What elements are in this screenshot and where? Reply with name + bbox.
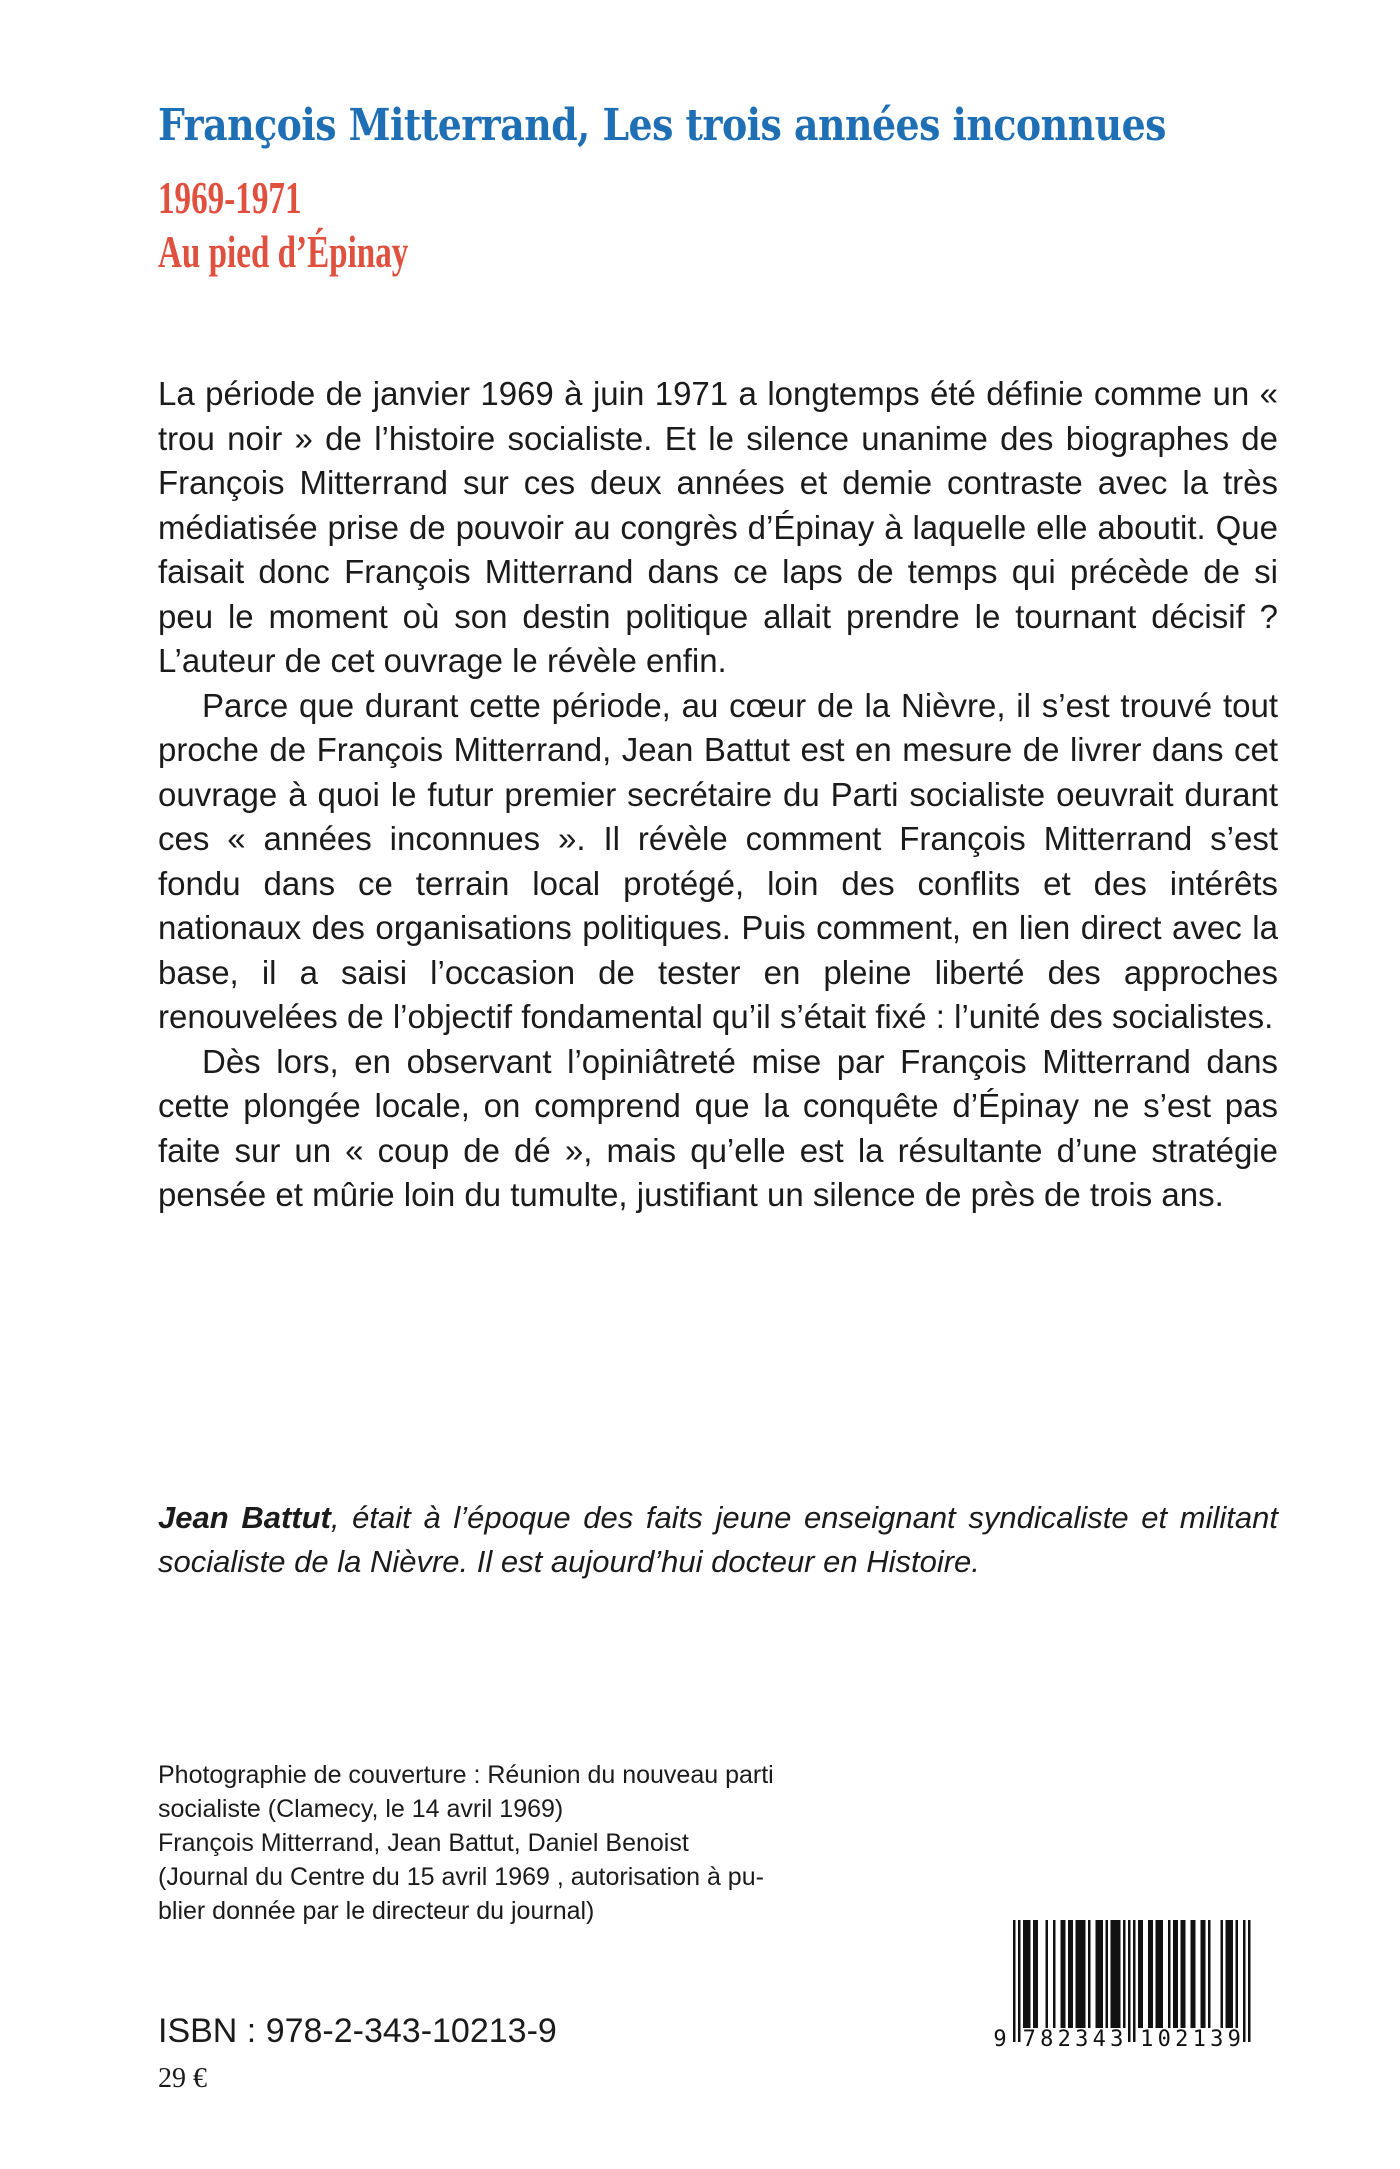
photo-credits — [158, 1758, 798, 1928]
svg-text:3: 3 — [1110, 2027, 1124, 2050]
credits-line-4: (Journal du Centre du 15 avril 1969 , autorisation à pu- — [158, 1863, 764, 1891]
svg-text:2: 2 — [1175, 2027, 1189, 2050]
blurb-paragraph-2: Parce que durant cette période, au cœur de la Nièvre, il s’est trouvé tout proche de François Mitterrand, Jean Battut est en mesure de livrer dans cet ouvrage à quoi le futur premier secrétaire du Parti socialiste oeuvrait durant ces « années inconnues ». Il révèle comment François Mitterrand s’est fondu dans ce terrain local protégé, loin des conflits et des intérêts nationaux des organisations politiques. Puis comment, en lien direct avec la base, il a saisi l’occasion de tester en pleine liberté des approches renouvelées de l’objectif fondamental qu’il s’était fixé : l’unité des socialistes. — [158, 686, 1278, 1035]
book-subtitle: Au pied d’Épinay — [158, 226, 409, 277]
svg-text:8: 8 — [1040, 2027, 1054, 2050]
svg-text:2: 2 — [1057, 2027, 1071, 2050]
credits-line-3: François Mitterrand, Jean Battut, Daniel Benoist — [158, 1829, 689, 1857]
author-name: Jean Battut — [158, 1500, 331, 1535]
svg-text:9: 9 — [993, 2027, 1007, 2050]
svg-text:4: 4 — [1092, 2027, 1106, 2050]
credits-line-1: Photographie de couverture : Réunion du nouveau parti — [158, 1761, 774, 1789]
svg-text:0: 0 — [1157, 2027, 1171, 2050]
svg-text:3: 3 — [1075, 2027, 1089, 2050]
price: 29 € — [158, 2063, 207, 2094]
svg-text:7: 7 — [1022, 2027, 1036, 2050]
credits-line-5: blier donnée par le directeur du journal) — [158, 1897, 595, 1925]
svg-text:3: 3 — [1210, 2027, 1224, 2050]
author-bio-text: , était à l’époque des faits jeune enseignant syndicaliste et militant socialiste de la Nièvre. Il est aujourd’hui docteur en Histoire. — [158, 1500, 1278, 1579]
svg-text:1: 1 — [1140, 2027, 1154, 2050]
isbn: ISBN : 978-2-343-10213-9 — [158, 2012, 557, 2050]
barcode-icon — [990, 1918, 1260, 2050]
barcode — [990, 1918, 1260, 2050]
author-bio — [158, 1496, 1278, 1584]
book-years: 1969-1971 — [158, 172, 302, 223]
blurb-paragraph-3: Dès lors, en observant l’opiniâtreté mise par François Mitterrand dans cette plongée locale, on comprend que la conquête d’Épinay ne s’est pas faite sur un « coup de dé », mais qu’elle est la résultante d’une stratégie pensée et mûrie loin du tumulte, justifiant un silence de près de trois ans. — [158, 1042, 1278, 1213]
credits-line-2: socialiste (Clamecy, le 14 avril 1969) — [158, 1795, 564, 1823]
blurb — [158, 372, 1278, 1218]
blurb-paragraph-1: La période de janvier 1969 à juin 1971 a longtemps été définie comme un « trou noir » de l’histoire socialiste. Et le silence unanime des biographes de François Mitterrand sur ces deux années et demie contraste avec la très médiatisée prise de pouvoir au congrès d’Épinay à laquelle elle aboutit. Que faisait donc François Mitterrand dans ce laps de temps qui précède de si peu le moment où son destin politique allait prendre le tournant décisif ? L’auteur de cet ouvrage le révèle enfin. — [158, 375, 1278, 679]
book-title: François Mitterrand, Les trois années inconnues — [158, 100, 1166, 151]
svg-text:1: 1 — [1192, 2027, 1206, 2050]
svg-text:9: 9 — [1227, 2027, 1241, 2050]
